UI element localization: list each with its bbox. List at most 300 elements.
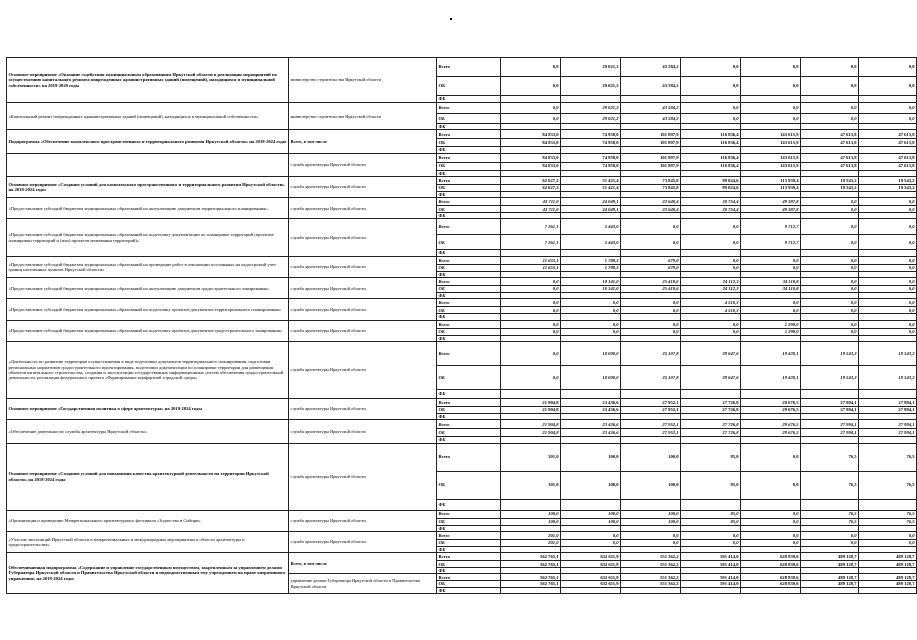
amount-cell: 0,0 <box>501 77 561 96</box>
amount-cell: 0,0 <box>859 307 917 314</box>
amount-cell: 0,0 <box>681 264 741 271</box>
amount-cell: 29 021,2 <box>561 58 621 77</box>
amount-cell: 27 952,1 <box>621 398 681 406</box>
amount-cell: 27 952,1 <box>621 406 681 413</box>
measure-title: «Организация и проведение Межрегионального архитектурного фестиваля «Зодчество в Сибири» <box>7 510 289 531</box>
amount-cell: 628 839,6 <box>741 553 801 561</box>
amount-cell: 0,0 <box>859 198 917 206</box>
source-cell: ОБ <box>437 581 501 587</box>
amount-cell: 116 836,4 <box>681 130 741 139</box>
amount-cell <box>561 389 621 398</box>
amount-cell: 47 613,8 <box>859 153 917 162</box>
amount-cell: 0,0 <box>621 307 681 314</box>
amount-cell: 100,0 <box>501 510 561 518</box>
amount-cell: 27 994,1 <box>859 420 917 429</box>
source-cell: ФБ <box>437 96 501 103</box>
amount-cell: 628 839,6 <box>741 581 801 587</box>
measure-title: Подпрограмма «Обеспечение комплексного пространственного и территориального развития Иркутской области» на 2018-2024 годы <box>7 130 289 153</box>
amount-cell: 0,0 <box>741 518 801 525</box>
amount-cell: 85,0 <box>681 443 741 471</box>
amount-cell: 39 647,6 <box>681 365 741 389</box>
amount-cell: 0,0 <box>621 235 681 250</box>
source-cell: ОБ <box>437 539 501 546</box>
amount-cell: 23 436,6 <box>561 406 621 413</box>
source-cell: ОБ <box>437 328 501 335</box>
amount-cell: 27 994,1 <box>801 398 859 406</box>
source-cell: Всего <box>437 320 501 328</box>
amount-cell: 29 021,2 <box>561 77 621 96</box>
amount-cell: 4 510,3 <box>681 307 741 314</box>
amount-cell: 562 765,1 <box>501 574 561 581</box>
amount-cell: 19 543,2 <box>859 184 917 191</box>
amount-cell: 49 387,8 <box>741 206 801 213</box>
source-cell: Всего <box>437 219 501 235</box>
amount-cell: 0,0 <box>561 320 621 328</box>
amount-cell <box>681 96 741 103</box>
amount-cell: 24 112,3 <box>681 278 741 286</box>
amount-cell: 74 958,0 <box>561 139 621 147</box>
amount-cell: 0,0 <box>741 256 801 264</box>
amount-cell: 0,0 <box>801 539 859 546</box>
amount-cell: 551 362,2 <box>621 574 681 581</box>
source-cell: Всего <box>437 443 501 471</box>
source-cell: Всего <box>437 341 501 365</box>
amount-cell: 116 836,4 <box>681 162 741 170</box>
amount-cell: 562 765,1 <box>501 561 561 568</box>
amount-cell: 21 904,8 <box>501 406 561 413</box>
amount-cell: 0,0 <box>741 443 801 471</box>
amount-cell: 43 711,0 <box>501 206 561 213</box>
amount-cell: 10 000,0 <box>561 365 621 389</box>
source-cell: ОБ <box>437 561 501 568</box>
amount-cell: 591 414,0 <box>681 574 741 581</box>
amount-cell: 0,0 <box>741 114 801 124</box>
amount-cell: 76,5 <box>801 471 859 499</box>
amount-cell: 0,0 <box>501 278 561 286</box>
amount-cell: 19 543,2 <box>801 365 859 389</box>
table-row <box>7 153 917 162</box>
amount-cell: 489 128,7 <box>859 553 917 561</box>
source-cell: ФБ <box>437 389 501 398</box>
amount-cell: 489 128,7 <box>801 574 859 581</box>
source-cell: ОБ <box>437 206 501 213</box>
amount-cell: 62 627,2 <box>501 184 561 191</box>
amount-cell: 562 765,1 <box>501 581 561 587</box>
amount-cell: 0,0 <box>681 58 741 77</box>
amount-cell <box>741 499 801 510</box>
amount-cell: 0,0 <box>801 278 859 286</box>
amount-cell: 0,0 <box>801 235 859 250</box>
amount-cell: 100,0 <box>501 518 561 525</box>
amount-cell: 27 726,8 <box>681 398 741 406</box>
executor-cell: Всего, в том числе <box>289 130 437 153</box>
source-cell: ФБ <box>437 191 501 197</box>
amount-cell: 0,0 <box>681 103 741 114</box>
source-cell: Всего <box>437 58 501 77</box>
amount-cell: 27 952,1 <box>621 420 681 429</box>
amount-cell: 73 845,8 <box>621 176 681 184</box>
executor-cell: служба архитектуры Иркутской области <box>289 510 437 531</box>
source-cell: Всего <box>437 531 501 539</box>
amount-cell <box>741 587 801 593</box>
amount-cell: 100,0 <box>561 518 621 525</box>
source-cell: ОБ <box>437 184 501 191</box>
amount-cell: 0,0 <box>859 278 917 286</box>
amount-cell <box>859 499 917 510</box>
amount-cell: 0,0 <box>801 77 859 96</box>
amount-cell: 27 726,8 <box>681 406 741 413</box>
amount-cell: 43 584,2 <box>621 77 681 96</box>
amount-cell: 1 788,3 <box>561 256 621 264</box>
amount-cell: 0,0 <box>801 299 859 307</box>
source-cell: Всего <box>437 198 501 206</box>
source-cell: ФБ <box>437 213 501 219</box>
amount-cell: 0,0 <box>621 539 681 546</box>
amount-cell: 11 655,1 <box>501 264 561 271</box>
amount-cell: 84 833,0 <box>501 153 561 162</box>
amount-cell: 143 615,9 <box>741 139 801 147</box>
table-row <box>7 176 917 184</box>
amount-cell: 0,0 <box>681 328 741 335</box>
amount-cell: 100,0 <box>621 443 681 471</box>
source-cell: ФБ <box>437 546 501 552</box>
amount-cell: 27 994,1 <box>801 429 859 437</box>
amount-cell: 100,0 <box>561 471 621 499</box>
amount-cell: 51 421,4 <box>561 176 621 184</box>
amount-cell: 24 112,3 <box>681 286 741 293</box>
amount-cell: 85,0 <box>681 510 741 518</box>
amount-cell: 0,0 <box>501 341 561 365</box>
executor-cell: служба архитектуры Иркутской области <box>289 420 437 443</box>
amount-cell: 591 414,0 <box>681 561 741 568</box>
amount-cell: 0,0 <box>681 114 741 124</box>
amount-cell: 113 939,4 <box>741 176 801 184</box>
measure-title: «Предоставление субсидий бюджетам муниципальных образований на проведение работ в отношении постоянных на кадастровый учет границ населенных пунктов Иркутской области» <box>7 256 289 277</box>
source-cell: ФБ <box>437 525 501 531</box>
source-cell: Всего <box>437 574 501 581</box>
source-cell: ФБ <box>437 587 501 593</box>
amount-cell: 89 024,6 <box>681 176 741 184</box>
amount-cell: 23 436,6 <box>561 429 621 437</box>
amount-cell: 201,0 <box>501 539 561 546</box>
amount-cell: 0,0 <box>681 77 741 96</box>
amount-cell <box>801 389 859 398</box>
amount-cell: 551 362,2 <box>621 553 681 561</box>
source-cell: ФБ <box>437 437 501 443</box>
amount-cell: 0,0 <box>859 235 917 250</box>
measure-title: «Капитальный ремонт поврежденных административных зданий (помещений), находящихся в муниципальной собственности» <box>7 103 289 130</box>
amount-cell: 301,0 <box>501 443 561 471</box>
amount-cell <box>741 389 801 398</box>
amount-cell: 76,5 <box>859 510 917 518</box>
table-row <box>7 256 917 264</box>
amount-cell: 76,5 <box>859 471 917 499</box>
source-cell: ОБ <box>437 429 501 437</box>
amount-cell: 591 414,0 <box>681 581 741 587</box>
amount-cell: 0,0 <box>741 58 801 77</box>
amount-cell: 24 049,1 <box>561 198 621 206</box>
amount-cell: 0,0 <box>501 299 561 307</box>
amount-cell: 47 613,8 <box>859 139 917 147</box>
amount-cell: 551 362,2 <box>621 561 681 568</box>
amount-cell: 100,0 <box>621 510 681 518</box>
amount-cell <box>801 96 859 103</box>
amount-cell: 76,5 <box>801 443 859 471</box>
amount-cell: 0,0 <box>859 256 917 264</box>
amount-cell: 489 128,7 <box>801 581 859 587</box>
amount-cell: 101 897,9 <box>621 130 681 139</box>
amount-cell: 0,0 <box>801 264 859 271</box>
amount-cell: 10 141,0 <box>561 286 621 293</box>
amount-cell: 29 021,2 <box>561 114 621 124</box>
amount-cell: 0,0 <box>561 299 621 307</box>
source-cell: ФБ <box>437 335 501 341</box>
source-cell: ФБ <box>437 170 501 176</box>
source-cell: ФБ <box>437 314 501 320</box>
amount-cell <box>681 587 741 593</box>
table-row <box>7 198 917 206</box>
amount-cell: 679,0 <box>621 256 681 264</box>
amount-cell: 43 584,2 <box>621 114 681 124</box>
amount-cell: 29 676,5 <box>741 406 801 413</box>
amount-cell: 25 418,6 <box>621 278 681 286</box>
amount-cell <box>561 587 621 593</box>
amount-cell: 143 615,9 <box>741 153 801 162</box>
table-row <box>7 553 917 561</box>
measure-title: «Предоставление субсидий бюджетам муниципальных образований на подготовку документации по планировке территорий (проектов планировки территорий и (или) проектов межевания территорий)» <box>7 219 289 256</box>
amount-cell <box>561 96 621 103</box>
amount-cell: 1 298,0 <box>741 320 801 328</box>
amount-cell: 74 958,0 <box>561 130 621 139</box>
amount-cell <box>801 499 859 510</box>
source-cell: ФБ <box>437 147 501 153</box>
amount-cell: 0,0 <box>621 219 681 235</box>
amount-cell: 27 726,8 <box>681 429 741 437</box>
amount-cell: 0,0 <box>561 328 621 335</box>
source-cell: ФБ <box>437 499 501 510</box>
amount-cell: 0,0 <box>561 307 621 314</box>
table-row <box>7 299 917 307</box>
amount-cell <box>859 389 917 398</box>
measure-title: «Предоставление субсидий бюджетам муниципальных образований на актуализацию документов территориального планирования» <box>7 198 289 219</box>
amount-cell: 9 712,7 <box>741 219 801 235</box>
amount-cell: 0,0 <box>561 531 621 539</box>
amount-cell: 632 611,9 <box>561 581 621 587</box>
amount-cell: 27 994,1 <box>801 420 859 429</box>
amount-cell: 0,0 <box>801 286 859 293</box>
amount-cell <box>621 587 681 593</box>
amount-cell: 143 615,9 <box>741 162 801 170</box>
amount-cell <box>859 587 917 593</box>
amount-cell: 29 676,5 <box>741 398 801 406</box>
amount-cell: 23 436,6 <box>561 398 621 406</box>
source-cell: ФБ <box>437 250 501 256</box>
source-cell: ОБ <box>437 77 501 96</box>
amount-cell: 43 584,2 <box>621 58 681 77</box>
source-cell: ОБ <box>437 471 501 499</box>
amount-cell: 0,0 <box>801 320 859 328</box>
source-cell: ОБ <box>437 286 501 293</box>
amount-cell: 0,0 <box>501 365 561 389</box>
measure-title <box>7 153 289 176</box>
executor-cell: служба архитектуры Иркутской области <box>289 278 437 299</box>
amount-cell: 0,0 <box>741 299 801 307</box>
amount-cell: 0,0 <box>681 256 741 264</box>
source-cell: Всего <box>437 103 501 114</box>
source-cell: Всего <box>437 510 501 518</box>
amount-cell: 116 836,4 <box>681 153 741 162</box>
amount-cell: 0,0 <box>741 539 801 546</box>
amount-cell: 85,0 <box>681 471 741 499</box>
amount-cell: 85,0 <box>681 518 741 525</box>
measure-title: Основное мероприятие «Создание условий для комплексного пространственного и территориального развития Иркутской области» на 2018-2024 годы <box>7 176 289 197</box>
amount-cell: 25 418,6 <box>621 286 681 293</box>
measure-title: Обеспечивающая подпрограмма «Содержание и управление государственным имуществом, закрепленным за управлением делами Губернатора Иркутской области и Правительства Иркутской области и подведомственным ему учреждением на праве оперативного управления» на 2018-2024 годы <box>7 553 289 594</box>
executor-cell: министерство строительства Иркутской области <box>289 103 437 130</box>
executor-cell: министерство строительства Иркутской области <box>289 58 437 103</box>
executor-cell: служба архитектуры Иркутской области <box>289 198 437 219</box>
amount-cell: 74 958,0 <box>561 162 621 170</box>
source-cell: Всего <box>437 299 501 307</box>
amount-cell: 47 613,8 <box>859 162 917 170</box>
table-row <box>7 420 917 429</box>
amount-cell <box>501 587 561 593</box>
amount-cell: 84 833,0 <box>501 139 561 147</box>
amount-cell: 73 845,8 <box>621 184 681 191</box>
amount-cell: 562 765,1 <box>501 553 561 561</box>
amount-cell: 0,0 <box>501 103 561 114</box>
amount-cell: 489 128,7 <box>801 553 859 561</box>
amount-cell: 0,0 <box>801 198 859 206</box>
amount-cell: 27 994,1 <box>801 406 859 413</box>
amount-cell: 0,0 <box>741 531 801 539</box>
budget-table <box>6 57 917 594</box>
source-cell: ОБ <box>437 365 501 389</box>
table-row <box>7 130 917 139</box>
amount-cell: 19 543,2 <box>801 184 859 191</box>
source-cell: ОБ <box>437 264 501 271</box>
amount-cell: 0,0 <box>801 58 859 77</box>
measure-title: Основное мероприятие «Создание условий для повышения качества архитектурной деятельности на территории Иркутской области» на 2018-2024 годы <box>7 443 289 510</box>
amount-cell: 551 362,2 <box>621 581 681 587</box>
amount-cell: 628 839,6 <box>741 574 801 581</box>
amount-cell: 0,0 <box>741 510 801 518</box>
amount-cell <box>501 389 561 398</box>
table-row <box>7 510 917 518</box>
measure-title: «Обеспечение деятельности службы архитектуры Иркутской области» <box>7 420 289 443</box>
amount-cell: 76,5 <box>801 518 859 525</box>
amount-cell: 0,0 <box>801 531 859 539</box>
executor-cell: управление делами Губернатора Иркутской области и Правительства Иркутской области <box>289 574 437 594</box>
amount-cell: 74 958,0 <box>561 153 621 162</box>
amount-cell: 0,0 <box>859 77 917 96</box>
amount-cell: 0,0 <box>621 328 681 335</box>
amount-cell: 4 510,3 <box>681 299 741 307</box>
amount-cell: 0,0 <box>741 103 801 114</box>
amount-cell: 100,0 <box>561 510 621 518</box>
amount-cell: 0,0 <box>859 328 917 335</box>
amount-cell: 628 839,6 <box>741 561 801 568</box>
amount-cell <box>621 96 681 103</box>
amount-cell: 101 897,9 <box>621 162 681 170</box>
table-row <box>7 443 917 471</box>
amount-cell: 43 584,2 <box>621 103 681 114</box>
executor-cell: служба архитектуры Иркутской области <box>289 531 437 552</box>
table-row <box>7 278 917 286</box>
amount-cell: 679,0 <box>621 264 681 271</box>
amount-cell: 0,0 <box>681 320 741 328</box>
amount-cell: 39 647,6 <box>681 341 741 365</box>
source-cell: Всего <box>437 398 501 406</box>
amount-cell <box>561 499 621 510</box>
amount-cell: 0,0 <box>621 320 681 328</box>
amount-cell: 632 611,9 <box>561 561 621 568</box>
executor-cell: служба архитектуры Иркутской области <box>289 443 437 510</box>
amount-cell: 34 110,8 <box>741 286 801 293</box>
amount-cell: 47 613,8 <box>801 153 859 162</box>
amount-cell: 0,0 <box>741 77 801 96</box>
amount-cell: 29 676,5 <box>741 429 801 437</box>
amount-cell: 0,0 <box>681 235 741 250</box>
amount-cell <box>621 499 681 510</box>
amount-cell: 22 640,4 <box>621 198 681 206</box>
amount-cell <box>801 587 859 593</box>
amount-cell: 19 543,2 <box>801 341 859 365</box>
amount-cell: 0,0 <box>621 531 681 539</box>
amount-cell: 47 613,8 <box>801 130 859 139</box>
amount-cell: 632 611,9 <box>561 574 621 581</box>
source-cell: Всего <box>437 420 501 429</box>
amount-cell: 0,0 <box>801 307 859 314</box>
measure-title: Основное мероприятие «Оказание содействия муниципальным образованиям Иркутской области в реализации мероприятий по осуществлению капитального ремонта поврежденных административных зданий (помещений), находящихся в муниципальной собственности» на 2019-2020 годы <box>7 58 289 103</box>
amount-cell: 21 904,8 <box>501 420 561 429</box>
amount-cell: 0,0 <box>859 299 917 307</box>
amount-cell: 116 836,4 <box>681 139 741 147</box>
source-cell: Всего <box>437 153 501 162</box>
amount-cell: 0,0 <box>501 307 561 314</box>
amount-cell: 0,0 <box>501 286 561 293</box>
amount-cell: 7 261,1 <box>501 219 561 235</box>
amount-cell: 0,0 <box>801 219 859 235</box>
amount-cell: 113 939,4 <box>741 184 801 191</box>
amount-cell: 20 754,4 <box>681 198 741 206</box>
amount-cell: 0,0 <box>859 206 917 213</box>
amount-cell: 34 110,8 <box>741 278 801 286</box>
amount-cell: 27 726,8 <box>681 420 741 429</box>
amount-cell: 10 141,0 <box>561 278 621 286</box>
table-row <box>7 398 917 406</box>
source-cell: Всего <box>437 256 501 264</box>
amount-cell: 0,0 <box>801 328 859 335</box>
source-cell: ФБ <box>437 293 501 299</box>
amount-cell: 29 676,5 <box>741 420 801 429</box>
amount-cell: 100,0 <box>621 471 681 499</box>
measure-title: «Участие экспозиций Иркутской области в межрегиональных и международных мероприятиях в области архитектуры и градостроительства» <box>7 531 289 552</box>
amount-cell: 0,0 <box>859 320 917 328</box>
amount-cell: 27 994,1 <box>859 429 917 437</box>
measure-title: «Предоставление субсидий бюджетам муниципальных образований на подготовку проектов документов градостроительного зонирования» <box>7 320 289 341</box>
amount-cell: 0,0 <box>859 531 917 539</box>
amount-cell: 489 128,7 <box>859 574 917 581</box>
amount-cell <box>501 96 561 103</box>
amount-cell <box>501 499 561 510</box>
measure-title: «Деятельность по развитию территории осуществляемая в виде подготовки документов территориального планирования, подготовки региональных нормативов градостроительного проектирования, подготовки документации по планировке территории для размещения объектов капитального строительства, создания и эксплуатации государственных информационных систем обеспечения градостроительной деятельности, реализация федерального проекта «Формирование комфортной городской среды» <box>7 341 289 398</box>
executor-cell: служба архитектуры Иркутской области <box>289 299 437 320</box>
amount-cell: 11 655,1 <box>501 256 561 264</box>
amount-cell: 5 443,0 <box>561 219 621 235</box>
source-cell: ОБ <box>437 518 501 525</box>
amount-cell: 23 436,6 <box>561 420 621 429</box>
